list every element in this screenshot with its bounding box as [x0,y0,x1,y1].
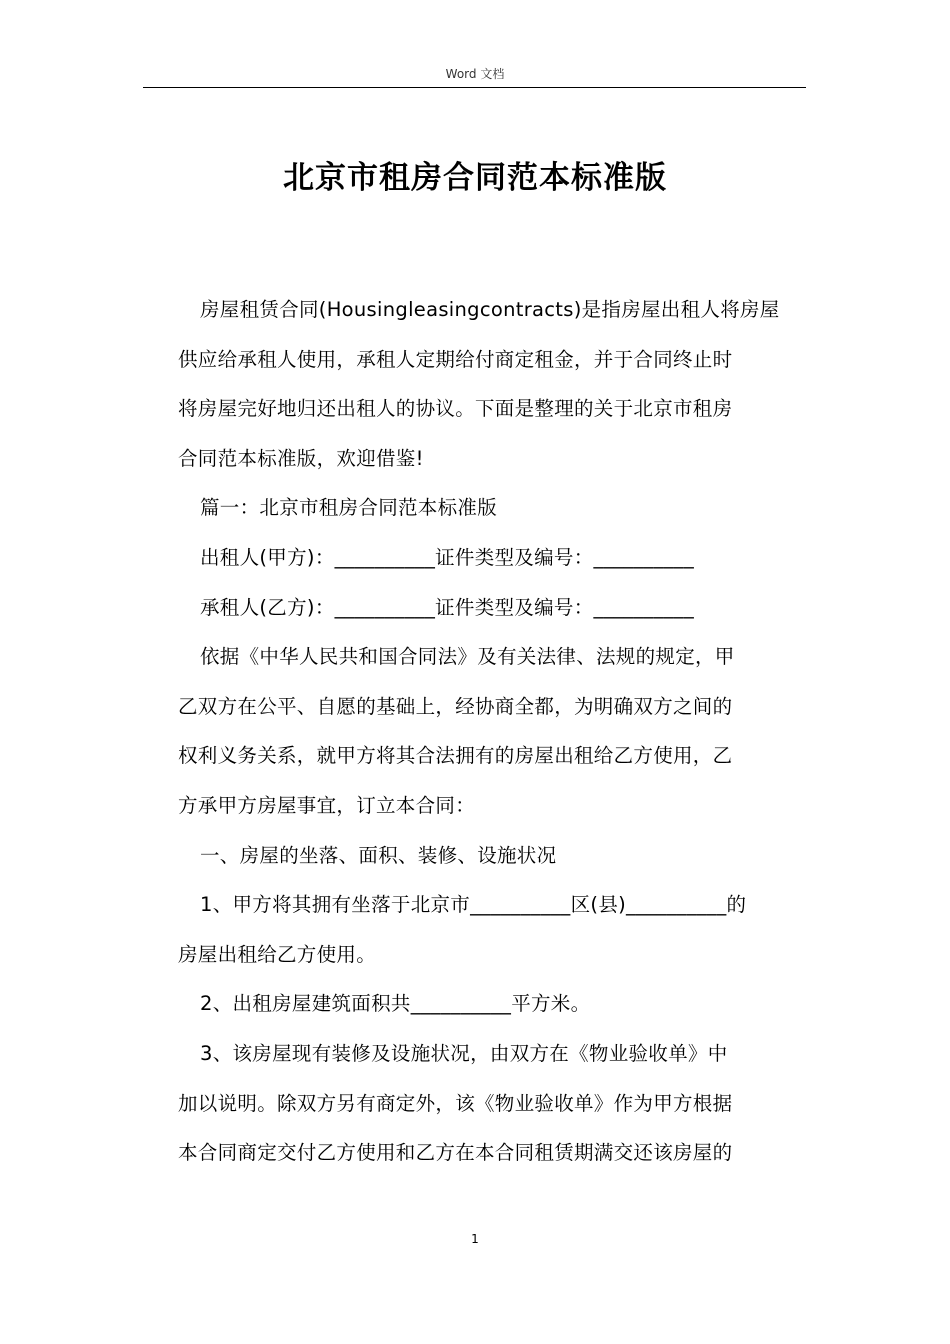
preamble-line-2: 乙双方在公平、自愿的基础上，经协商全都，为明确双方之间的 [178,694,733,718]
preamble-line-1: 依据《中华人民共和国合同法》及有关法律、法规的规定，甲 [200,645,735,669]
intro-line-4: 合同范本标准版，欢迎借鉴! [178,446,424,470]
preamble-line-3: 权利义务关系，就甲方将其合法拥有的房屋出租给乙方使用，乙 [178,744,733,768]
lessee-field: 承租人(乙方)：__________证件类型及编号：__________ [200,595,695,619]
document-title: 北京市租房合同范本标准版 [283,160,667,196]
header-divider [143,87,806,88]
page-number: 1 [471,1232,479,1246]
intro-line-2: 供应给承租人使用，承租人定期给付商定租金，并于合同终止时 [178,347,733,371]
document-header-label: Word 文档 [445,67,505,81]
clause-1-line-1: 1、甲方将其拥有坐落于北京市__________区(县)__________的 [200,893,747,917]
clause-1-line-2: 房屋出租给乙方使用。 [178,942,377,966]
intro-line-1: 房屋租赁合同(Housingleasingcontracts)是指房屋出租人将房屋 [200,298,780,321]
section-heading: 篇一：北京市租房合同范本标准版 [200,496,498,520]
intro-line-3: 将房屋完好地归还出租人的协议。下面是整理的关于北京市租房 [178,397,733,421]
clause-2: 2、出租房屋建筑面积共__________平方米。 [200,992,591,1016]
article-1-heading: 一、房屋的坐落、面积、装修、设施状况 [200,843,557,867]
clause-3-line-2: 加以说明。除双方另有商定外，该《物业验收单》作为甲方根据 [178,1091,733,1115]
preamble-line-4: 方承甲方房屋事宜，订立本合同： [178,793,476,817]
lessor-field: 出租人(甲方)：__________证件类型及编号：__________ [200,545,695,569]
clause-3-line-3: 本合同商定交付乙方使用和乙方在本合同租赁期满交还该房屋的 [178,1141,733,1165]
document-body [178,285,806,1178]
clause-3-line-1: 3、该房屋现有装修及设施状况，由双方在《物业验收单》中 [200,1041,728,1065]
